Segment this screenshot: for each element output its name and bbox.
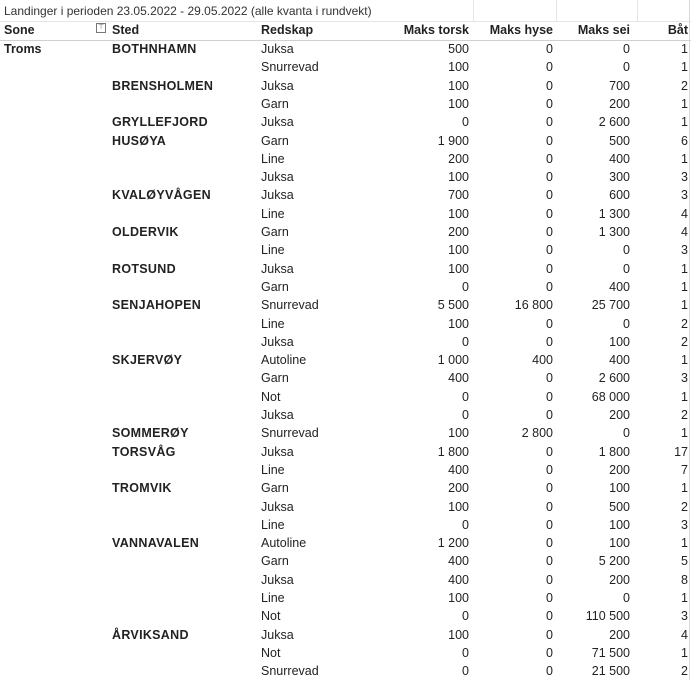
- table-row[interactable]: [0, 498, 691, 516]
- cell-hyse: 0: [546, 206, 553, 221]
- cell-torsk: 0: [462, 115, 469, 130]
- table-row[interactable]: [0, 516, 691, 534]
- cell-hyse: 0: [546, 78, 553, 93]
- cell-hyse: 0: [546, 591, 553, 605]
- table-row[interactable]: [0, 132, 691, 150]
- cell-torsk: 1 000: [437, 353, 469, 368]
- cell-torsk: 0: [462, 517, 469, 532]
- cell-redskap: Garn: [261, 279, 289, 294]
- cell-hyse: 0: [546, 371, 553, 386]
- cell-torsk: 0: [462, 408, 469, 422]
- cell-hyse: 0: [546, 316, 553, 331]
- table-row[interactable]: [0, 241, 691, 259]
- cell-hyse: 0: [546, 517, 553, 532]
- cell-hyse: 0: [546, 554, 553, 569]
- cell-redskap: Juksa: [261, 499, 294, 514]
- cell-sted: SENJAHOPEN: [112, 298, 202, 313]
- table-row[interactable]: [0, 388, 691, 406]
- table-row[interactable]: [0, 95, 691, 113]
- cell-sei: 110 500: [585, 609, 630, 624]
- cell-redskap: Juksa: [261, 170, 294, 185]
- table-row[interactable]: [0, 278, 691, 296]
- cell-torsk: 0: [462, 334, 469, 349]
- cell-sei: 100: [609, 481, 630, 496]
- table-row[interactable]: [0, 424, 691, 442]
- cell-torsk: 500: [448, 42, 469, 56]
- cell-redskap: Autoline: [261, 536, 307, 551]
- cell-hyse: 2 800: [521, 426, 553, 441]
- cell-bat: 1: [681, 536, 688, 551]
- table-row[interactable]: [0, 260, 691, 278]
- cell-bat: 4: [681, 206, 688, 221]
- cell-hyse: 0: [546, 645, 553, 660]
- cell-sei: 1 300: [598, 225, 630, 239]
- cell-redskap: Juksa: [261, 334, 294, 349]
- cell-sted: ÅRVIKSAND: [112, 627, 189, 642]
- table-row[interactable]: [0, 296, 691, 314]
- cell-hyse: 0: [546, 627, 553, 642]
- cell-bat: 1: [681, 481, 688, 496]
- cell-sted: SKJERVØY: [112, 353, 183, 368]
- cell-hyse: 0: [546, 225, 553, 239]
- cell-hyse: 0: [546, 334, 553, 349]
- cell-sei: 300: [609, 170, 630, 185]
- cell-bat: 3: [681, 609, 688, 624]
- cell-torsk: 200: [448, 225, 469, 239]
- cell-bat: 1: [681, 279, 688, 294]
- cell-redskap: Garn: [261, 554, 289, 569]
- cell-sei: 200: [609, 462, 630, 477]
- cell-sted: ROTSUND: [112, 261, 176, 276]
- cell-torsk: 400: [448, 554, 469, 569]
- cell-bat: 1: [681, 389, 688, 404]
- header-redskap[interactable]: Redskap: [261, 23, 314, 37]
- cell-bat: 2: [681, 664, 688, 679]
- cell-redskap: Garn: [261, 481, 289, 496]
- cell-torsk: 0: [462, 609, 469, 624]
- cell-sei: 0: [623, 42, 630, 56]
- table-row[interactable]: [0, 315, 691, 333]
- cell-torsk: 0: [462, 389, 469, 404]
- cell-torsk: 100: [448, 96, 469, 111]
- cell-hyse: 0: [546, 408, 553, 422]
- cell-redskap: Not: [261, 645, 281, 660]
- header-maks-hyse[interactable]: Maks hyse: [489, 23, 553, 37]
- cell-bat: 5: [681, 554, 688, 569]
- cell-bat: 4: [681, 627, 688, 642]
- table-row[interactable]: [0, 186, 691, 204]
- report-title: Landinger i perioden 23.05.2022 - 29.05.2022 (alle kvanta i rundvekt): [4, 4, 372, 18]
- cell-torsk: 0: [462, 664, 469, 679]
- cell-sei: 0: [623, 60, 630, 75]
- cell-redskap: Garn: [261, 133, 289, 148]
- cell-torsk: 1 900: [437, 133, 469, 148]
- cell-redskap: Line: [261, 151, 285, 166]
- cell-bat: 2: [681, 499, 688, 514]
- table-row[interactable]: [0, 168, 691, 186]
- cell-sei: 400: [609, 279, 630, 294]
- cell-hyse: 0: [546, 42, 553, 56]
- cell-hyse: 0: [546, 389, 553, 404]
- cell-torsk: 100: [448, 261, 469, 276]
- table-row[interactable]: [0, 113, 691, 131]
- cell-sei: 0: [623, 261, 630, 276]
- title-divider: [556, 0, 557, 21]
- cell-redskap: Juksa: [261, 444, 294, 459]
- header-maks-sei[interactable]: Maks sei: [577, 23, 630, 37]
- cell-bat: 3: [681, 371, 688, 386]
- cell-redskap: Line: [261, 462, 285, 477]
- table-row[interactable]: [0, 662, 691, 680]
- cell-torsk: 100: [448, 591, 469, 605]
- cell-redskap: Juksa: [261, 408, 294, 422]
- cell-redskap: Garn: [261, 225, 289, 239]
- cell-sei: 600: [609, 188, 630, 203]
- cell-torsk: 100: [448, 170, 469, 185]
- cell-redskap: Snurrevad: [261, 298, 319, 313]
- cell-torsk: 100: [448, 499, 469, 514]
- cell-bat: 1: [681, 96, 688, 111]
- cell-sted: SOMMERØY: [112, 426, 189, 441]
- cell-sone: Troms: [4, 42, 42, 56]
- cell-hyse: 0: [546, 151, 553, 166]
- cell-hyse: 0: [546, 188, 553, 203]
- cell-bat: 3: [681, 188, 688, 203]
- cell-hyse: 400: [532, 353, 553, 368]
- table-row[interactable]: [0, 571, 691, 589]
- cell-bat: 1: [681, 591, 688, 605]
- cell-redskap: Juksa: [261, 627, 294, 642]
- cell-sei: 1 800: [598, 444, 630, 459]
- cell-torsk: 200: [448, 481, 469, 496]
- table-row[interactable]: [0, 223, 691, 241]
- cell-sei: 21 500: [591, 664, 630, 679]
- cell-sei: 200: [609, 627, 630, 642]
- cell-hyse: 0: [546, 279, 553, 294]
- cell-torsk: 100: [448, 426, 469, 441]
- cell-hyse: 0: [546, 115, 553, 130]
- cell-bat: 17: [674, 444, 688, 459]
- cell-sei: 400: [609, 353, 630, 368]
- cell-bat: 1: [681, 645, 688, 660]
- cell-torsk: 1 200: [437, 536, 469, 551]
- table-row[interactable]: [0, 552, 691, 570]
- header-bat[interactable]: Båt: [667, 23, 688, 37]
- cell-hyse: 0: [546, 499, 553, 514]
- cell-sei: 5 200: [598, 554, 630, 569]
- cell-redskap: Not: [261, 609, 281, 624]
- cell-bat: 3: [681, 170, 688, 185]
- table-row[interactable]: [0, 351, 691, 369]
- cell-bat: 1: [681, 426, 688, 441]
- cell-sted: VANNAVALEN: [112, 536, 200, 551]
- table-row[interactable]: [0, 589, 691, 607]
- cell-sei: 2 600: [598, 115, 630, 130]
- cell-bat: 2: [681, 78, 688, 93]
- cell-redskap: Line: [261, 591, 285, 605]
- cell-torsk: 200: [448, 151, 469, 166]
- cell-redskap: Line: [261, 316, 285, 331]
- cell-bat: 8: [681, 572, 688, 587]
- header-sone[interactable]: Sone: [4, 23, 35, 37]
- cell-sted: OLDERVIK: [112, 225, 179, 239]
- table-row[interactable]: [0, 333, 691, 351]
- cell-hyse: 0: [546, 462, 553, 477]
- cell-hyse: 0: [546, 96, 553, 111]
- cell-hyse: 0: [546, 481, 553, 496]
- cell-hyse: 0: [546, 170, 553, 185]
- cell-torsk: 400: [448, 572, 469, 587]
- cell-torsk: 5 500: [437, 298, 469, 313]
- table-row[interactable]: [0, 58, 691, 76]
- cell-hyse: 0: [546, 60, 553, 75]
- cell-bat: 2: [681, 316, 688, 331]
- cell-redskap: Snurrevad: [261, 664, 319, 679]
- cell-redskap: Line: [261, 206, 285, 221]
- filter-icon[interactable]: ⊤: [97, 24, 105, 31]
- cell-redskap: Juksa: [261, 78, 294, 93]
- header-maks-torsk[interactable]: Maks torsk: [403, 23, 469, 37]
- cell-sei: 100: [609, 517, 630, 532]
- cell-torsk: 100: [448, 206, 469, 221]
- cell-sted: HUSØYA: [112, 133, 167, 148]
- cell-bat: 1: [681, 115, 688, 130]
- cell-hyse: 0: [546, 133, 553, 148]
- cell-sted: TROMVIK: [112, 481, 172, 496]
- cell-redskap: Garn: [261, 96, 289, 111]
- cell-sei: 0: [623, 316, 630, 331]
- cell-sted: GRYLLEFJORD: [112, 115, 208, 130]
- table-row[interactable]: [0, 443, 691, 461]
- cell-sei: 500: [609, 133, 630, 148]
- cell-sei: 100: [609, 536, 630, 551]
- cell-bat: 2: [681, 334, 688, 349]
- cell-bat: 1: [681, 60, 688, 75]
- cell-redskap: Garn: [261, 371, 289, 386]
- cell-redskap: Snurrevad: [261, 60, 319, 75]
- cell-hyse: 0: [546, 444, 553, 459]
- cell-redskap: Juksa: [261, 115, 294, 130]
- cell-sei: 200: [609, 408, 630, 422]
- cell-redskap: Autoline: [261, 353, 307, 368]
- table-row[interactable]: [0, 40, 691, 58]
- cell-torsk: 100: [448, 316, 469, 331]
- table-row[interactable]: [0, 369, 691, 387]
- cell-hyse: 0: [546, 536, 553, 551]
- cell-bat: 1: [681, 353, 688, 368]
- cell-sei: 0: [623, 243, 630, 258]
- cell-bat: 1: [681, 261, 688, 276]
- cell-bat: 2: [681, 408, 688, 422]
- cell-bat: 7: [681, 462, 688, 477]
- cell-torsk: 100: [448, 60, 469, 75]
- cell-sei: 0: [623, 426, 630, 441]
- cell-hyse: 0: [546, 572, 553, 587]
- cell-hyse: 0: [546, 243, 553, 258]
- cell-redskap: Not: [261, 389, 281, 404]
- cell-sei: 25 700: [591, 298, 630, 313]
- cell-sei: 700: [609, 78, 630, 93]
- cell-torsk: 700: [448, 188, 469, 203]
- cell-redskap: Juksa: [261, 42, 294, 56]
- report-title-row: [0, 0, 691, 22]
- table-row[interactable]: [0, 644, 691, 662]
- cell-redskap: Snurrevad: [261, 426, 319, 441]
- cell-torsk: 400: [448, 371, 469, 386]
- cell-sei: 0: [623, 591, 630, 605]
- cell-redskap: Line: [261, 517, 285, 532]
- table-row[interactable]: [0, 461, 691, 479]
- cell-bat: 3: [681, 243, 688, 258]
- cell-torsk: 100: [448, 243, 469, 258]
- table-right-border: [689, 0, 690, 680]
- cell-redskap: Juksa: [261, 572, 294, 587]
- cell-torsk: 0: [462, 645, 469, 660]
- cell-redskap: Line: [261, 243, 285, 258]
- title-divider: [473, 0, 474, 21]
- cell-bat: 6: [681, 133, 688, 148]
- table-row[interactable]: [0, 150, 691, 168]
- table-row[interactable]: [0, 534, 691, 552]
- cell-torsk: 400: [448, 462, 469, 477]
- cell-sted: BOTHNHAMN: [112, 42, 197, 56]
- table-row[interactable]: [0, 626, 691, 644]
- table-row[interactable]: [0, 479, 691, 497]
- cell-torsk: 1 800: [437, 444, 469, 459]
- cell-sei: 200: [609, 572, 630, 587]
- header-sted[interactable]: Sted: [112, 23, 140, 37]
- cell-bat: 1: [681, 298, 688, 313]
- cell-torsk: 100: [448, 627, 469, 642]
- cell-sei: 2 600: [598, 371, 630, 386]
- cell-sei: 100: [609, 334, 630, 349]
- cell-bat: 1: [681, 42, 688, 56]
- cell-redskap: Juksa: [261, 188, 294, 203]
- cell-sei: 500: [609, 499, 630, 514]
- cell-sei: 400: [609, 151, 630, 166]
- cell-torsk: 100: [448, 78, 469, 93]
- cell-bat: 1: [681, 151, 688, 166]
- table-row[interactable]: [0, 205, 691, 223]
- title-divider: [637, 0, 638, 21]
- table-row[interactable]: [0, 406, 691, 424]
- cell-hyse: 16 800: [514, 298, 553, 313]
- cell-bat: 4: [681, 225, 688, 239]
- cell-sted: BRENSHOLMEN: [112, 78, 214, 93]
- cell-sted: KVALØYVÅGEN: [112, 188, 211, 203]
- cell-sei: 71 500: [591, 645, 630, 660]
- cell-bat: 3: [681, 517, 688, 532]
- cell-hyse: 0: [546, 664, 553, 679]
- cell-sted: TORSVÅG: [112, 444, 176, 459]
- cell-sei: 1 300: [598, 206, 630, 221]
- table-header: [0, 22, 691, 41]
- cell-sei: 200: [609, 96, 630, 111]
- cell-redskap: Juksa: [261, 261, 294, 276]
- cell-hyse: 0: [546, 609, 553, 624]
- table-row[interactable]: [0, 77, 691, 95]
- cell-hyse: 0: [546, 261, 553, 276]
- cell-sei: 68 000: [591, 389, 630, 404]
- cell-torsk: 0: [462, 279, 469, 294]
- table-row[interactable]: [0, 607, 691, 625]
